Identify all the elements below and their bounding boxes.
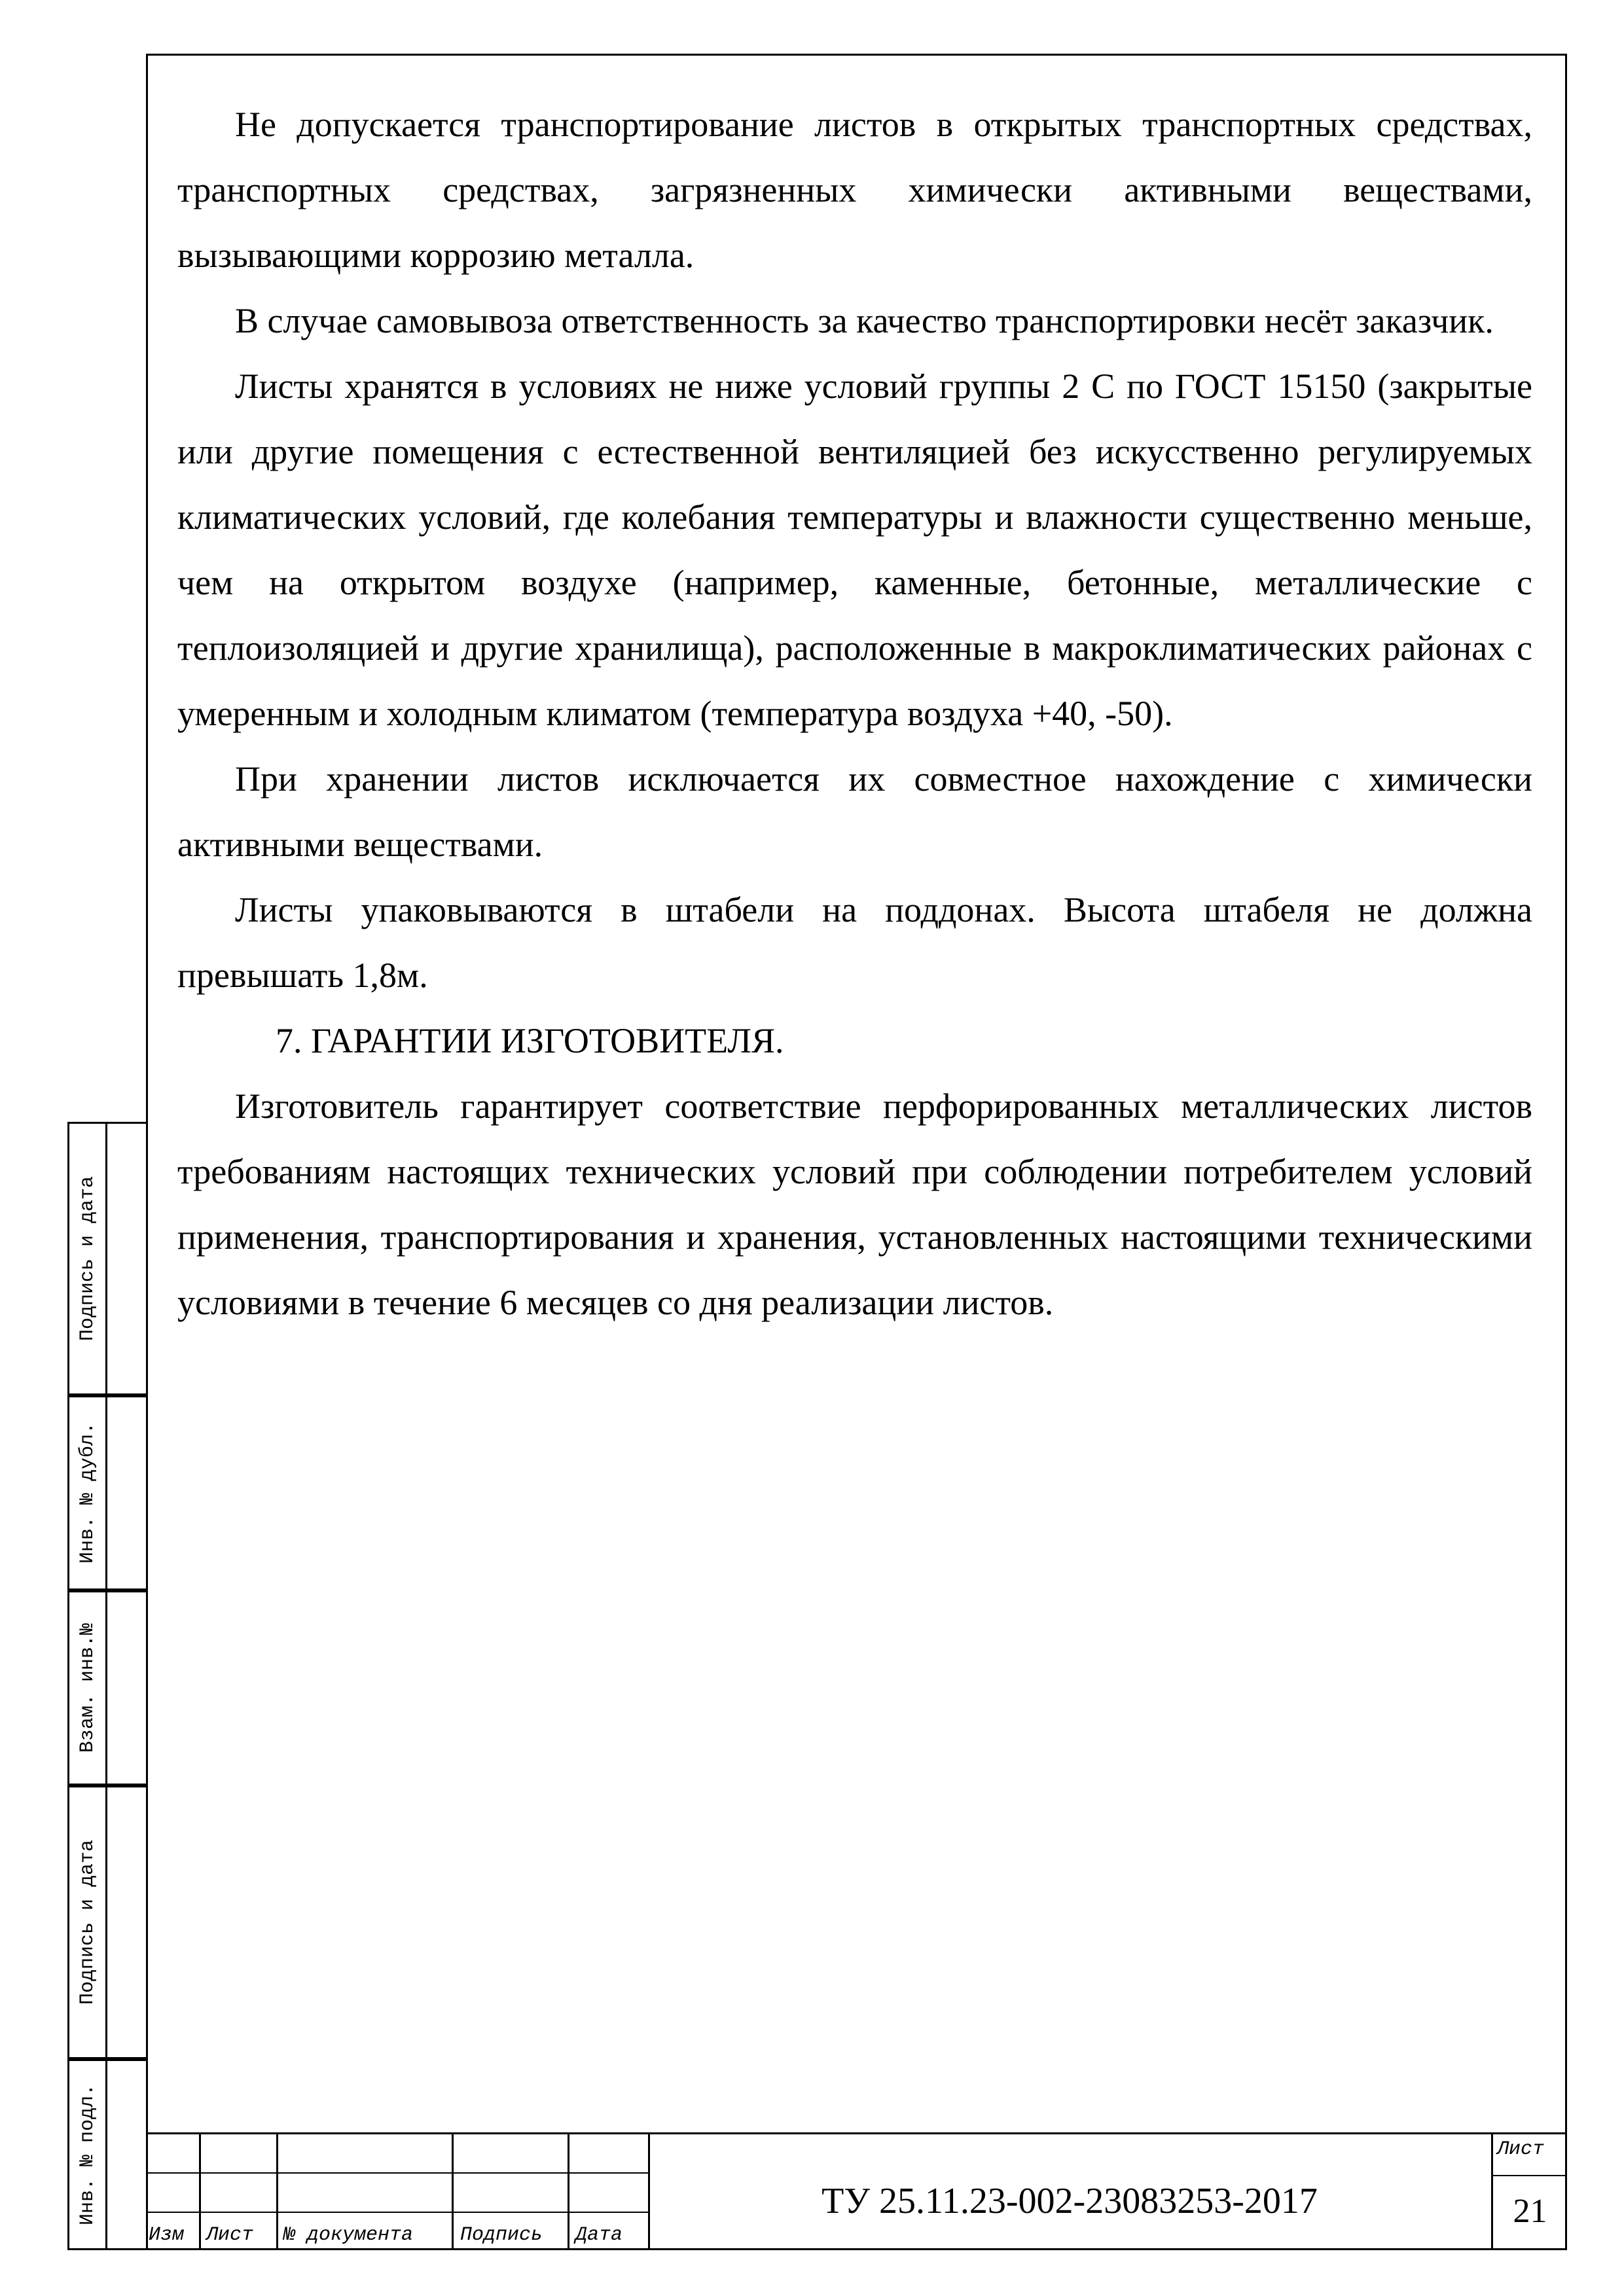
paragraph-chemicals: При хранении листов исключается их совместное нахождение с химически активными веществами. <box>177 759 1532 864</box>
sheet-label: Лист <box>1497 2138 1545 2161</box>
column-signature: Подпись <box>460 2224 543 2246</box>
stamp-label: Подпись и дата <box>76 1175 99 1342</box>
document-code: ТУ 25.11.23-002-23083253-2017 <box>821 2181 1318 2221</box>
stamp-label: Подпись и дата <box>76 1839 99 2005</box>
column-change: Изм <box>149 2224 185 2246</box>
title-block <box>146 2132 1567 2250</box>
paragraph-packing: Листы упаковываются в штабели на поддонах. Высота штабеля не должна превышать 1,8м. <box>177 890 1532 995</box>
stamp-replace-inv <box>67 1590 146 1785</box>
paragraph-pickup: В случае самовывоза ответственность за качество транспортировки несёт заказчик. <box>235 301 1494 340</box>
stamp-label: Инв. № подл. <box>76 2083 99 2226</box>
sheet-number: 21 <box>1513 2193 1547 2230</box>
paragraph-warranty: Изготовитель гарантирует соответствие перфорированных металлических листов требованиям настоящих технических условий при соблюдении потребителем условий применения, транспортирования и хранения, установленных настоящими техническими условиями в течение 6 месяцев со дня реализации листов. <box>177 1086 1532 1322</box>
paragraph-transport: Не допускается транспортирование листов в открытых транспортных средствах, транспортных средствах, загрязненных химически активными веществами, вызывающими коррозию металла. <box>177 105 1532 275</box>
stamp-dup-inv <box>67 1395 146 1590</box>
stamp-sign-date-bottom <box>67 1785 146 2059</box>
paragraph-storage: Листы хранятся в условиях не ниже условий группы 2 С по ГОСТ 15150 (закрытые или другие помещения с естественной вентиляцией без искусственно регулируемых климатических условий, где колебания температуры и влажности существенно меньше, чем на открытом воздухе (например, каменные, бетонные, металлические с теплоизоляцией и другие хранилища), расположенные в макроклиматических районах с умеренным и холодным климатом (температура воздуха +40, -50). <box>177 367 1532 733</box>
column-doc-no: № документа <box>283 2224 414 2246</box>
section-heading: 7. ГАРАНТИИ ИЗГОТОВИТЕЛЯ. <box>276 1021 784 1060</box>
stamp-label: Взам. инв.№ <box>76 1623 99 1753</box>
column-sheet: Лист <box>206 2224 254 2246</box>
stamp-sign-date-top <box>67 1122 146 1395</box>
stamp-orig-inv <box>67 2059 146 2250</box>
stamp-label: Инв. № дубл. <box>76 1422 99 1564</box>
document-body <box>177 92 1532 1335</box>
column-date: Дата <box>575 2224 623 2246</box>
